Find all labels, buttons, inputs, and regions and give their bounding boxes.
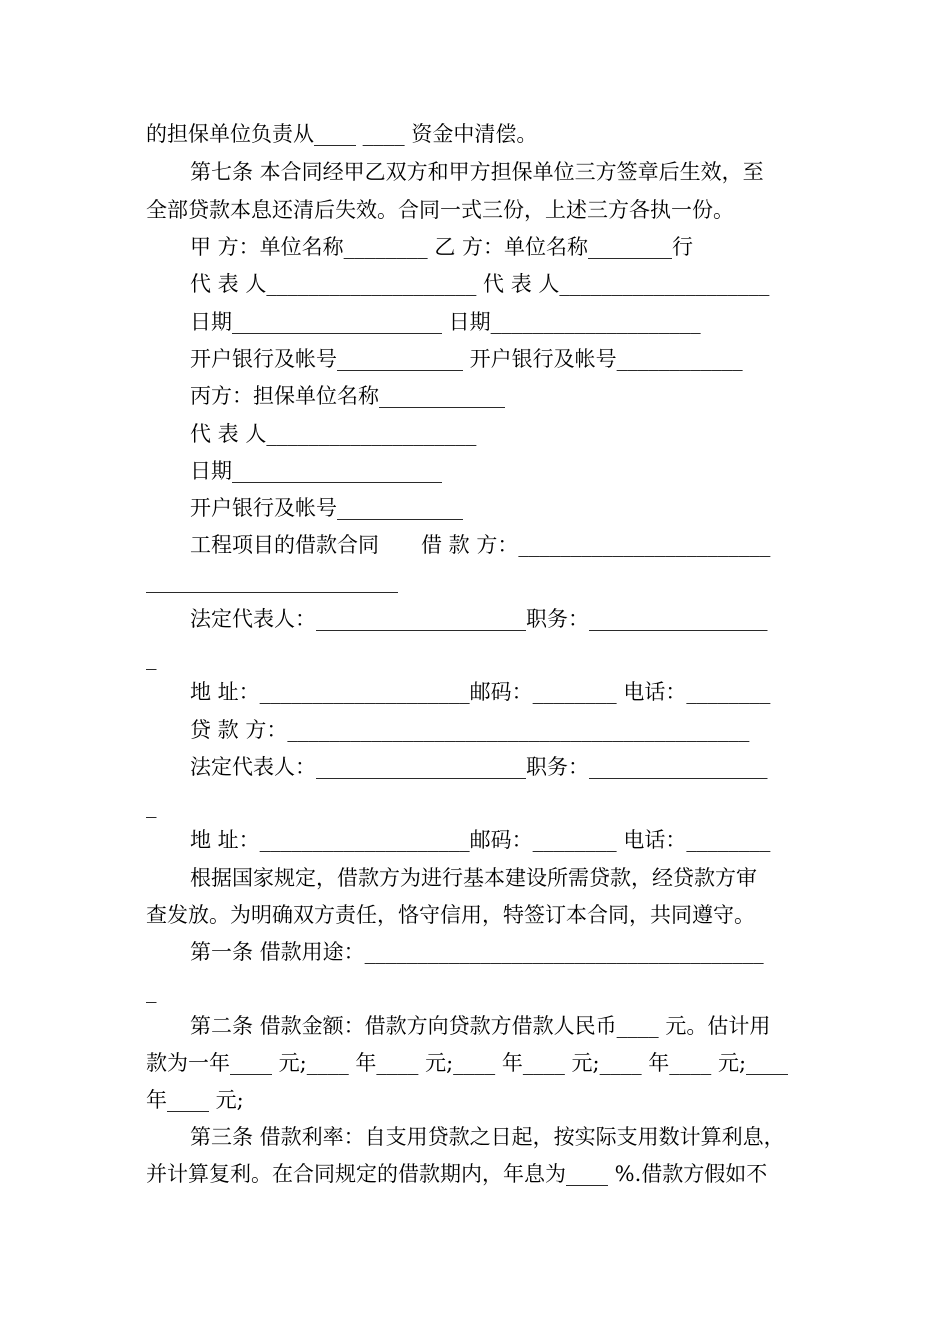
text-line: _: [146, 646, 157, 670]
text-line: 代 表 人____________________: [190, 422, 477, 446]
text-line: 根据国家规定，借款方为进行基本建设所需贷款，经贷款方审: [190, 866, 757, 890]
text-line: 丙方：担保单位名称____________: [190, 384, 505, 408]
text-line: 甲 方：单位名称________ 乙 方：单位名称________行: [190, 235, 694, 259]
text-line: 工程项目的借款合同 借 款 方：________________________: [190, 533, 771, 557]
text-line: 开户银行及帐号____________: [190, 496, 463, 520]
text-line: 贷 款 方：____________________________________________: [190, 718, 750, 742]
text-line: 代 表 人____________________ 代 表 人____________________: [190, 272, 770, 296]
text-line: 第七条 本合同经甲乙双方和甲方担保单位三方签章后生效，至: [190, 160, 764, 184]
text-line: 法定代表人：____________________职务：_________________: [190, 607, 768, 631]
text-line: 款为一年____ 元;____ 年____ 元;____ 年____ 元;____ 年____ 元;____: [146, 1051, 789, 1075]
text-line: 开户银行及帐号____________ 开户银行及帐号____________: [190, 347, 743, 371]
text-line: 全部贷款本息还清后失效。合同一式三份，上述三方各执一份。: [146, 198, 734, 222]
text-line: 法定代表人：____________________职务：_________________: [190, 755, 768, 779]
text-line: 查发放。为明确双方责任，恪守信用，特签订本合同，共同遵守。: [146, 903, 755, 927]
text-line: _: [146, 979, 157, 1003]
text-line: 的担保单位负责从____ ____ 资金中清偿。: [146, 122, 538, 146]
text-line: 日期____________________: [190, 459, 442, 483]
text-line: _: [146, 794, 157, 818]
text-line: 日期____________________ 日期____________________: [190, 310, 701, 334]
text-line: 并计算复利。在合同规定的借款期内，年息为____ %.借款方假如不: [146, 1162, 768, 1186]
text-line: 第一条 借款用途：______________________________________: [190, 940, 764, 964]
text-line: 第三条 借款利率：自支用贷款之日起，按实际支用数计算利息，: [190, 1125, 785, 1149]
text-line: 地 址：____________________邮码：________ 电话：________: [190, 680, 771, 704]
text-line: 地 址：____________________邮码：________ 电话：________: [190, 828, 771, 852]
text-line: 年____ 元;: [146, 1088, 244, 1112]
text-line: 第二条 借款金额：借款方向贷款方借款人民币____ 元。估计用: [190, 1014, 771, 1038]
text-line: ________________________: [146, 569, 398, 593]
